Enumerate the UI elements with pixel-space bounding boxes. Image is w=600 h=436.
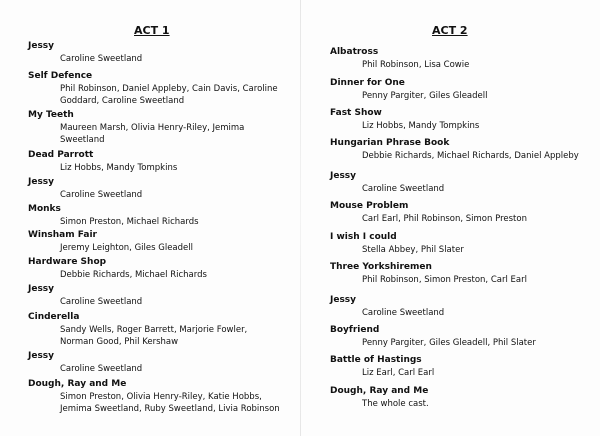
cast-line: Sweetland xyxy=(60,135,105,145)
cast-line: Caroline Sweetland xyxy=(60,297,143,307)
scene-title: Dough, Ray and Me xyxy=(28,379,127,389)
scene-cast xyxy=(60,83,290,107)
scene-cast xyxy=(362,337,592,349)
scene-entry xyxy=(330,385,592,410)
scene-cast xyxy=(362,274,592,286)
cast-line: Penny Pargiter, Giles Gleadell, Phil Slater xyxy=(362,338,536,348)
scene-title: Self Defence xyxy=(28,71,93,81)
cast-line: Debbie Richards, Michael Richards xyxy=(60,270,207,280)
cast-line: Jemima Sweetland, Ruby Sweetland, Livia Robinson xyxy=(60,404,280,414)
cast-line: Caroline Sweetland xyxy=(362,308,445,318)
scene-entry xyxy=(330,137,592,162)
cast-line: Sandy Wells, Roger Barrett, Marjorie Fowler, xyxy=(60,325,248,335)
scene-entry xyxy=(330,354,592,379)
scene-title: My Teeth xyxy=(28,110,74,120)
scene-cast xyxy=(60,189,290,201)
scene-cast xyxy=(60,53,290,65)
scene-title: Hardware Shop xyxy=(28,257,107,267)
scene-title: Cinderella xyxy=(28,312,80,322)
cast-line: Debbie Richards, Michael Richards, Daniel Appleby xyxy=(362,151,579,161)
scene-title: Jessy xyxy=(28,351,55,361)
scene-cast xyxy=(60,296,290,308)
scene-cast xyxy=(60,324,290,348)
scene-title: Jessy xyxy=(28,41,55,51)
cast-line: Goddard, Caroline Sweetland xyxy=(60,96,185,106)
scene-entry xyxy=(330,107,592,132)
scene-title: Monks xyxy=(28,204,61,214)
scene-title: Dough, Ray and Me xyxy=(330,386,429,396)
scene-entry xyxy=(330,231,592,256)
scene-title: Mouse Problem xyxy=(330,201,409,211)
act-2-title: ACT 2 xyxy=(432,24,468,37)
cast-line: Stella Abbey, Phil Slater xyxy=(362,245,464,255)
act-1-title: ACT 1 xyxy=(134,24,170,37)
cast-line: Phil Robinson, Lisa Cowie xyxy=(362,60,470,70)
scene-title: Three Yorkshiremen xyxy=(330,262,432,272)
scene-entry xyxy=(28,256,290,281)
scene-cast xyxy=(60,391,290,415)
scene-title: Jessy xyxy=(330,295,357,305)
scene-title: Dinner for One xyxy=(330,78,405,88)
scene-cast xyxy=(60,216,290,228)
scene-title: Jessy xyxy=(28,284,55,294)
scene-cast xyxy=(60,363,290,375)
scene-cast xyxy=(362,59,592,71)
cast-line: Caroline Sweetland xyxy=(60,364,143,374)
scene-entry xyxy=(28,203,290,228)
cast-line: Caroline Sweetland xyxy=(60,190,143,200)
scene-entry xyxy=(28,311,290,348)
scene-cast xyxy=(60,122,290,146)
scene-cast xyxy=(60,242,290,254)
scene-entry xyxy=(28,149,290,174)
scene-entry xyxy=(330,324,592,349)
scene-entry xyxy=(330,77,592,102)
scene-entry xyxy=(28,350,290,375)
scene-entry xyxy=(28,40,290,65)
scene-entry xyxy=(330,294,592,319)
cast-line: Liz Hobbs, Mandy Tompkins xyxy=(362,121,480,131)
scene-cast xyxy=(362,398,592,410)
scene-title: Dead Parrott xyxy=(28,150,94,160)
scene-entry xyxy=(28,229,290,254)
scene-cast xyxy=(362,213,592,225)
scene-cast xyxy=(362,150,592,162)
cast-line: Jeremy Leighton, Giles Gleadell xyxy=(60,243,193,253)
cast-line: Maureen Marsh, Olivia Henry-Riley, Jemima xyxy=(60,123,245,133)
scene-entry xyxy=(330,170,592,195)
cast-line: Phil Robinson, Simon Preston, Carl Earl xyxy=(362,275,527,285)
scene-entry xyxy=(330,200,592,225)
scene-title: Hungarian Phrase Book xyxy=(330,138,450,148)
scene-cast xyxy=(362,120,592,132)
scene-entry xyxy=(28,283,290,308)
scene-title: Albatross xyxy=(330,47,379,57)
scene-cast xyxy=(362,307,592,319)
scene-cast xyxy=(362,183,592,195)
cast-line: The whole cast. xyxy=(362,399,429,409)
cast-line: Liz Hobbs, Mandy Tompkins xyxy=(60,163,178,173)
scene-title: Battle of Hastings xyxy=(330,355,422,365)
scene-title: Winsham Fair xyxy=(28,230,97,240)
cast-line: Phil Robinson, Daniel Appleby, Cain Davis, Caroline xyxy=(60,84,278,94)
scene-title: Jessy xyxy=(28,177,55,187)
scene-entry xyxy=(28,378,290,415)
cast-line: Caroline Sweetland xyxy=(60,54,143,64)
page-fold xyxy=(300,0,301,436)
cast-line: Norman Good, Phil Kershaw xyxy=(60,337,179,347)
cast-line: Carl Earl, Phil Robinson, Simon Preston xyxy=(362,214,527,224)
scene-cast xyxy=(362,367,592,379)
scene-title: Jessy xyxy=(330,171,357,181)
cast-line: Simon Preston, Michael Richards xyxy=(60,217,199,227)
scene-entry xyxy=(330,261,592,286)
scene-entry xyxy=(28,109,290,146)
scene-entry xyxy=(330,46,592,71)
scene-cast xyxy=(362,244,592,256)
cast-line: Caroline Sweetland xyxy=(362,184,445,194)
scene-cast xyxy=(362,90,592,102)
cast-line: Penny Pargiter, Giles Gleadell xyxy=(362,91,488,101)
scene-title: Boyfriend xyxy=(330,325,380,335)
cast-line: Simon Preston, Olivia Henry-Riley, Katie Hobbs, xyxy=(60,392,262,402)
scene-entry xyxy=(28,70,290,107)
scene-title: Fast Show xyxy=(330,108,382,118)
scene-cast xyxy=(60,162,290,174)
scene-title: I wish I could xyxy=(330,232,397,242)
cast-line: Liz Earl, Carl Earl xyxy=(362,368,435,378)
scene-entry xyxy=(28,176,290,201)
scene-cast xyxy=(60,269,290,281)
